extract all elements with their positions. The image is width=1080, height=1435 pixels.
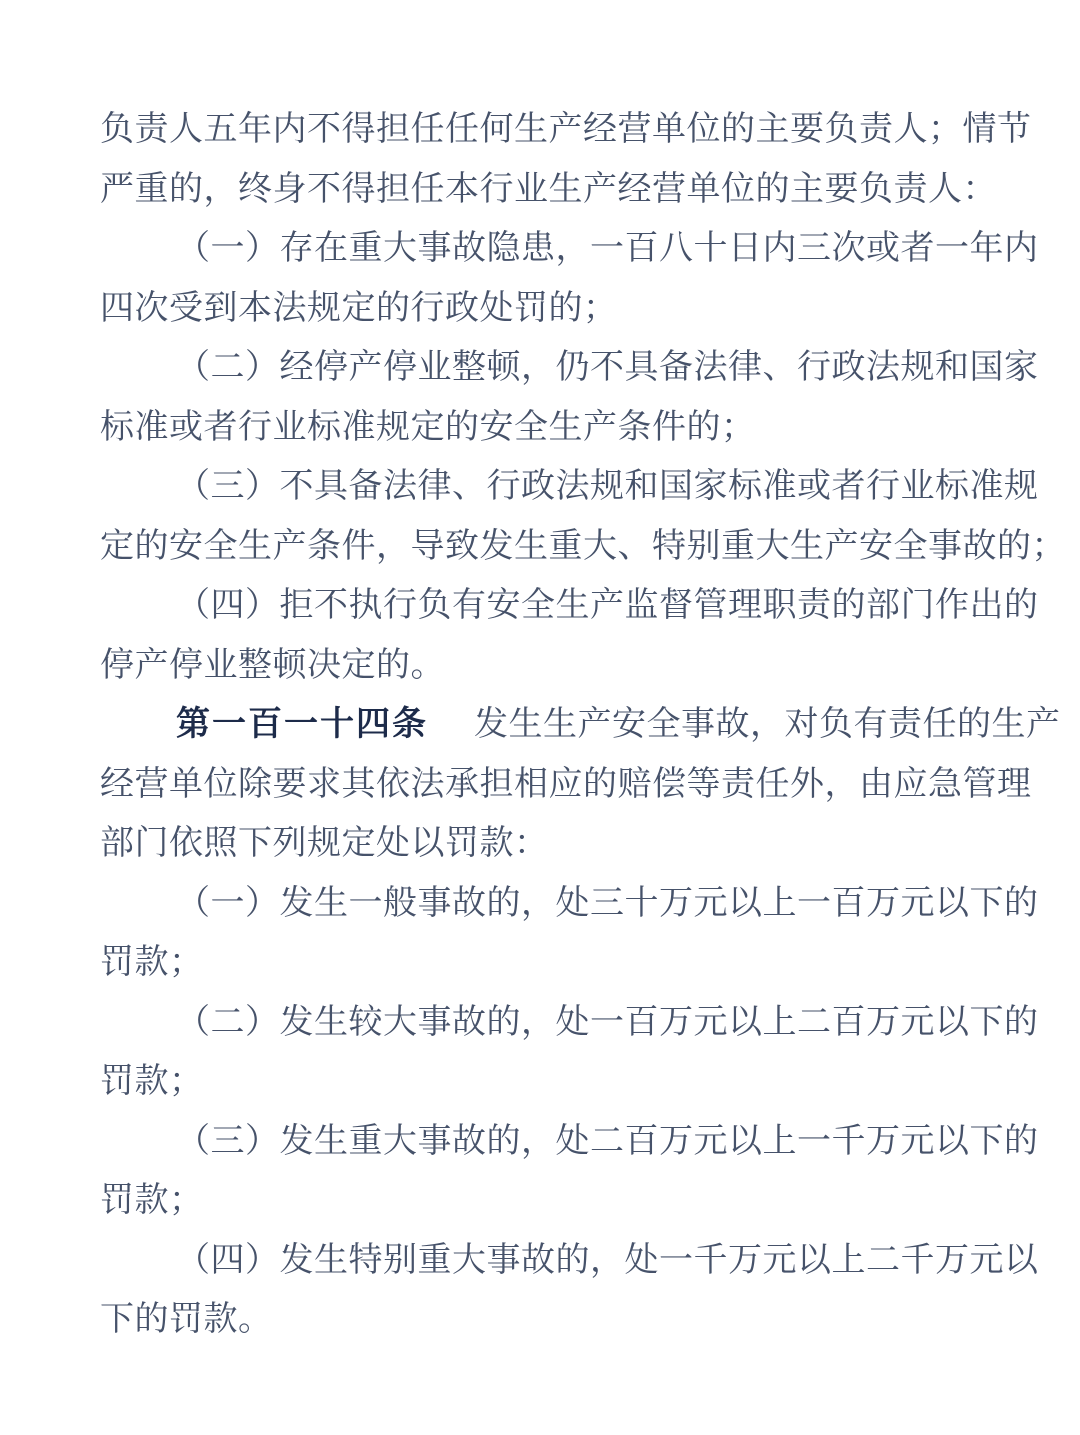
clause-1-line: （一）存在重大事故隐患，一百八十日内三次或者一年内 bbox=[176, 230, 1039, 267]
text-line: 罚款； bbox=[100, 1063, 204, 1100]
text-line: 经营单位除要求其依法承担相应的赔偿等责任外，由应急管理 bbox=[100, 765, 1032, 803]
fine-clause-4-line: （四）发生特别重大事故的，处一千万元以上二千万元以 bbox=[176, 1241, 1039, 1279]
text-line: 罚款； bbox=[100, 944, 204, 981]
legal-text-body bbox=[100, 100, 1066, 1350]
fine-clause-3-line: （三）发生重大事故的，处二百万元以上一千万元以下的 bbox=[176, 1122, 1039, 1160]
text-line: 四次受到本法规定的行政处罚的； bbox=[100, 289, 618, 327]
clause-3-line: （三）不具备法律、行政法规和国家标准或者行业标准规 bbox=[176, 468, 1039, 505]
text-line: 定的安全生产条件，导致发生重大、特别重大生产安全事故的； bbox=[100, 527, 1066, 565]
text-line: 严重的，终身不得担任本行业生产经营单位的主要负责人： bbox=[100, 170, 997, 208]
fine-clause-1-line: （一）发生一般事故的，处三十万元以上一百万元以下的 bbox=[176, 884, 1039, 922]
text-line: 负责人五年内不得担任任何生产经营单位的主要负责人；情节 bbox=[100, 111, 1032, 148]
text-line: 停产停业整顿决定的。 bbox=[100, 646, 445, 684]
text-line: 标准或者行业标准规定的安全生产条件的； bbox=[100, 408, 756, 446]
article-line-text: 发生生产安全事故，对负有责任的生产 bbox=[474, 706, 1061, 743]
clause-2-line: （二）经停产停业整顿，仍不具备法律、行政法规和国家 bbox=[176, 349, 1039, 386]
fine-clause-2-line: （二）发生较大事故的，处一百万元以上二百万元以下的 bbox=[176, 1003, 1039, 1041]
text-line: 罚款； bbox=[100, 1182, 204, 1219]
text-line: 下的罚款。 bbox=[100, 1301, 273, 1338]
article-114-line bbox=[100, 695, 1061, 755]
article-number: 第一百一十四条 bbox=[176, 705, 428, 743]
clause-4-line: （四）拒不执行负有安全生产监督管理职责的部门作出的 bbox=[176, 587, 1039, 624]
text-line: 部门依照下列规定处以罚款： bbox=[100, 825, 549, 862]
